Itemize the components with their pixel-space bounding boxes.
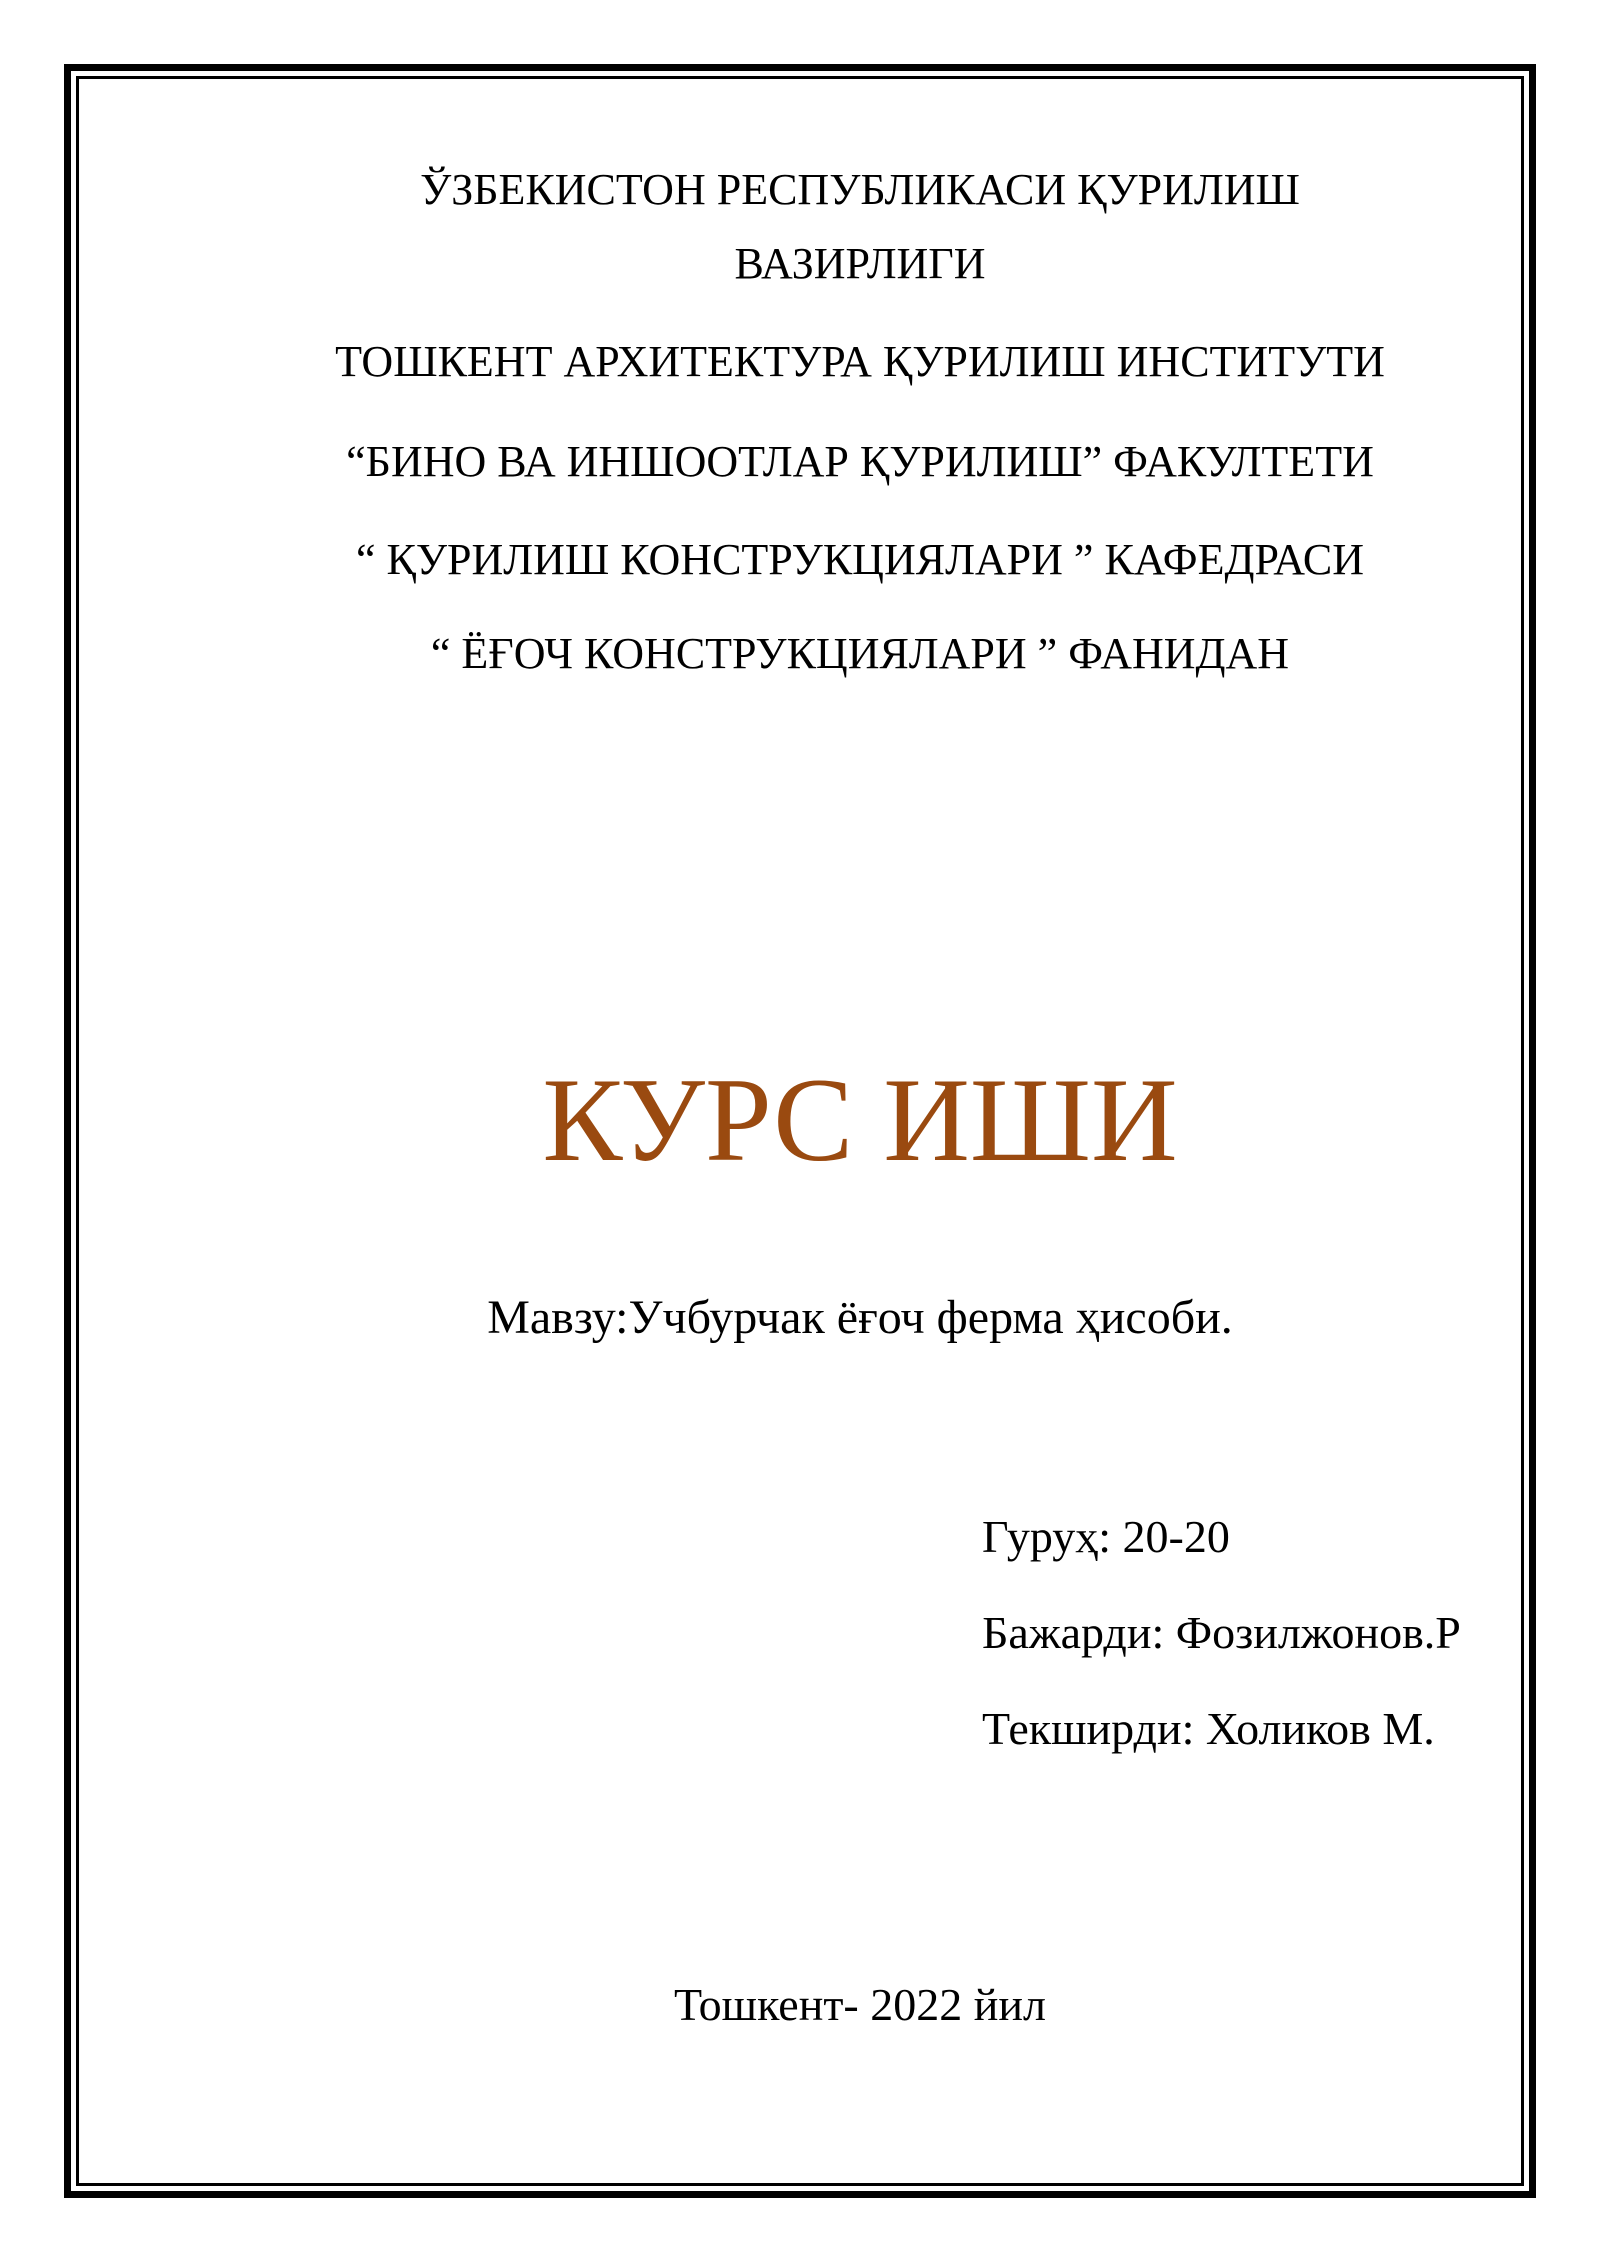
subject-name: “ ЁҒОЧ КОНСТРУКЦИЯЛАРИ ” ФАНИДАН — [430, 629, 1290, 678]
group-line: Гуруҳ: 20-20 — [982, 1511, 1230, 1562]
document-title: КУРС ИШИ — [542, 1053, 1178, 1186]
performer-line: Бажарди: Фозилжонов.Р — [982, 1607, 1461, 1658]
department-name: “ ҚУРИЛИШ КОНСТРУКЦИЯЛАРИ ” КАФЕДРАСИ — [355, 535, 1365, 584]
institute-name: ТОШКЕНТ АРХИТЕКТУРА ҚУРИЛИШ ИНСТИТУТИ — [335, 337, 1385, 386]
topic-line: Мавзу:Учбурчак ёғоч ферма ҳисоби. — [487, 1291, 1233, 1344]
city-year: Тошкент- 2022 йил — [674, 1979, 1046, 2030]
checker-line: Текширди: Холиков М. — [982, 1703, 1435, 1754]
faculty-name: “БИНО ВА ИНШООТЛАР ҚУРИЛИШ” ФАКУЛТЕТИ — [346, 437, 1374, 486]
ministry-line-2: ВАЗИРЛИГИ — [734, 239, 986, 288]
ministry-line-1: ЎЗБЕКИСТОН РЕСПУБЛИКАСИ ҚУРИЛИШ — [420, 165, 1300, 214]
